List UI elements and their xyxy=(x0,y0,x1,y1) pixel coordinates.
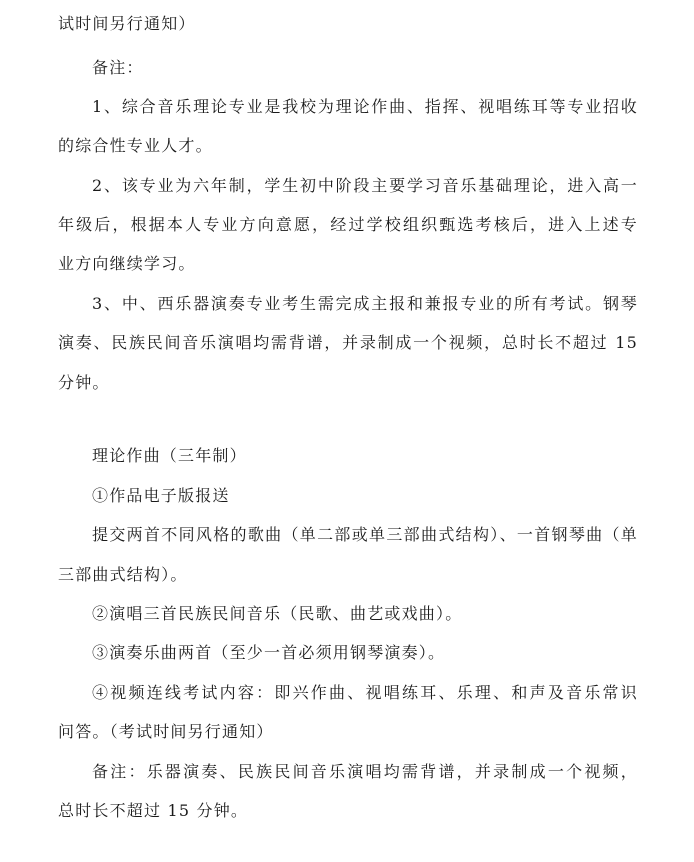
list-item: ③演奏乐曲两首（至少一首必须用钢琴演奏）。 xyxy=(92,643,446,662)
paragraph-line: 问答。（考试时间另行通知） xyxy=(58,722,274,741)
paragraph-line: 分钟。 xyxy=(58,373,110,392)
note-heading: 备注： xyxy=(92,58,144,77)
note-line: 备注：乐器演奏、民族民间音乐演唱均需背谱，并录制成一个视频， xyxy=(92,762,638,781)
paragraph-line: 三部曲式结构）。 xyxy=(58,565,188,584)
list-item: ②演唱三首民族民间音乐（民歌、曲艺或戏曲）。 xyxy=(92,604,463,623)
note-line: 总时长不超过 15 分钟。 xyxy=(58,801,249,820)
paragraph-line: 的综合性专业人才。 xyxy=(58,136,213,155)
list-item: ④视频连线考试内容：即兴作曲、视唱练耳、乐理、和声及音乐常识 xyxy=(92,683,638,702)
paragraph-line: 提交两首不同风格的歌曲（单二部或单三部曲式结构）、一首钢琴曲（单 xyxy=(92,525,638,544)
paragraph-line: 试时间另行通知） xyxy=(58,14,196,33)
paragraph-line: 1、综合音乐理论专业是我校为理论作曲、指挥、视唱练耳等专业招收 xyxy=(92,97,638,116)
paragraph-line: 2、该专业为六年制，学生初中阶段主要学习音乐基础理论，进入高一 xyxy=(92,176,638,195)
list-item: ①作品电子版报送 xyxy=(92,486,230,505)
section-heading: 理论作曲（三年制） xyxy=(92,446,247,465)
paragraph-line: 演奏、民族民间音乐演唱均需背谱，并录制成一个视频，总时长不超过 15 xyxy=(58,333,638,352)
paragraph-line: 业方向继续学习。 xyxy=(58,254,196,273)
paragraph-line: 3、中、西乐器演奏专业考生需完成主报和兼报专业的所有考试。钢琴 xyxy=(92,294,638,313)
paragraph-line: 年级后，根据本人专业方向意愿，经过学校组织甄选考核后，进入上述专 xyxy=(58,215,638,234)
